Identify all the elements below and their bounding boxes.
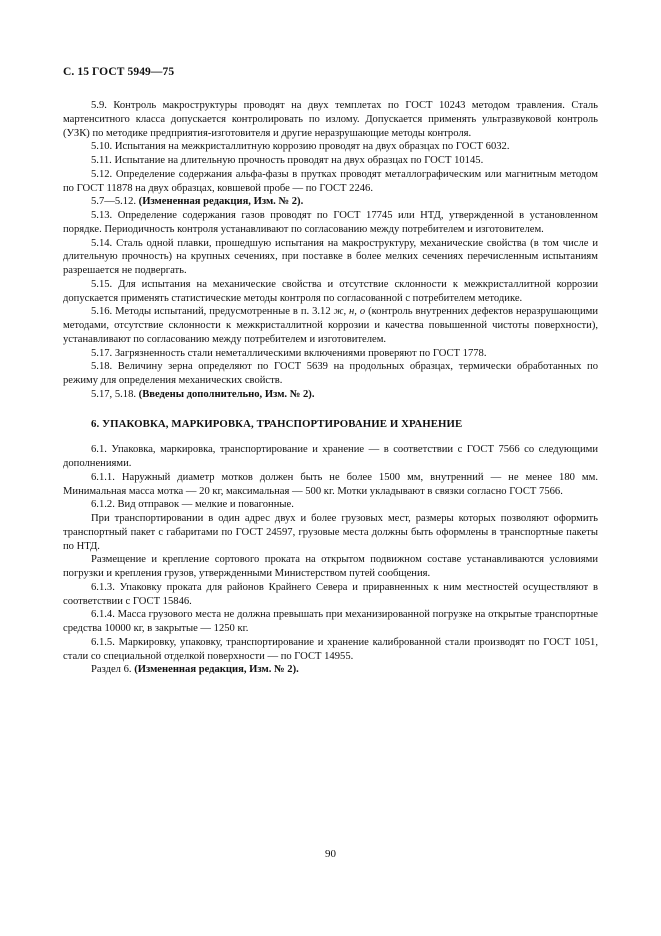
paragraph-6-1: 6.1. Упаковка, маркировка, транспортирование и хранение — в соответствии с ГОСТ 7566 со следующими дополнениями. (63, 444, 598, 469)
body-text (63, 99, 598, 677)
amendment-text: (Измененная редакция, Изм. № 2). (134, 664, 299, 676)
italic-letters: ж, н, о (333, 306, 366, 318)
page-number: 90 (325, 848, 336, 860)
paragraph-5-13: 5.13. Определение содержания газов проводят по ГОСТ 17745 или НТД, утвержденной в установленном порядке. Периодичность контроля устанавливают по согласованию между потребителем и изготовителем. (63, 210, 598, 235)
paragraph-5-9: 5.9. Контроль макроструктуры проводят на двух темплетах по ГОСТ 10243 методом травления. Сталь мартенситного класса допускается контролировать по излому. Допускается применять ультразвуковой контроль (УЗК) по методике предприятия-изготовителя и другие неразрушающие методы контроля. (63, 100, 598, 139)
paragraph-6-1-4: 6.1.4. Масса грузового места не должна превышать при механизированной погрузке на открытые транспортные средства 10000 кг, в закрытые — 1250 кг. (63, 609, 598, 634)
paragraph-5-10: 5.10. Испытания на межкристаллитную коррозию проводят на двух образцах по ГОСТ 6032. (91, 141, 510, 153)
paragraph-5-18: 5.18. Величину зерна определяют по ГОСТ 5639 на продольных образцах, термически обработанных по режиму для определения механических свойств. (63, 361, 598, 386)
paragraph-6-1-5: 6.1.5. Маркировку, упаковку, транспортирование и хранение калиброванной стали производят по ГОСТ 1051, стали со специальной отделкой поверхности — по ГОСТ 14955. (63, 636, 598, 662)
paragraph-6-1-2: 6.1.2. Вид отправок — мелкие и повагонные. (91, 499, 294, 511)
paragraph-text: 5.16. Методы испытаний, предусмотренные в п. 3.12 (91, 306, 334, 318)
amendment-text: (Введены дополнительно, Изм. № 2). (138, 388, 315, 400)
section-heading: 6. УПАКОВКА, МАРКИРОВКА, ТРАНСПОРТИРОВАНИЕ И ХРАНЕНИЕ (91, 417, 463, 430)
amendment-ref: 5.17, 5.18. (91, 388, 139, 400)
amendment-text: (Измененная редакция, Изм. № 2). (138, 196, 304, 208)
paragraph-6-1-3: 6.1.3. Упаковку проката для районов Крайнего Севера и приравненных к ним местностей осуществляют в соответствии с ГОСТ 15846. (63, 581, 598, 607)
paragraph-5-15: 5.15. Для испытания на механические свойства и отсутствие склонности к межкристаллитной коррозии допускается применять статистические методы контроля по согласованной с потребителем методике. (63, 278, 598, 304)
paragraph-text: (контроль внутренних дефектов неразрушающими методами, отсутствие склонности к межкристаллитной коррозии и качества повышенной чистоты поверхности), устанавливают по согласованию между потребителем и изготовителем. (63, 306, 598, 345)
paragraph-rolling-stock: Размещение и крепление сортового проката на открытом подвижном составе устанавливаются условиями погрузки и крепления грузов, утвержденными Министерством путей сообщения. (63, 554, 598, 579)
paragraph-5-12: 5.12. Определение содержания альфа-фазы в прутках проводят металлографическим или магнитным методом по ГОСТ 11878 на двух образцах, ковшевой пробе — по ГОСТ 2246. (63, 168, 598, 194)
paragraph-5-17: 5.17. Загрязненность стали неметаллическими включениями проверяют по ГОСТ 1778. (91, 347, 487, 359)
running-header: С. 15 ГОСТ 5949—75 (63, 66, 175, 78)
paragraph-5-11: 5.11. Испытание на длительную прочность проводят на двух образцах по ГОСТ 10145. (91, 155, 484, 166)
paragraph-transport-packages: При транспортировании в один адрес двух и более грузовых мест, размеры которых позволяют оформить транспортный пакет с габаритами по ГОСТ 24597, грузовые места должны быть оформлены в транспортные пакеты по НТД. (63, 513, 598, 552)
paragraph-5-16 (63, 305, 598, 346)
paragraph-5-14: 5.14. Сталь одной плавки, прошедшую испытания на макроструктуру, механические свойства (в том числе и длительную прочность) на крупных сечениях, при поставке в более мелких сечениях перечисленным испытаниям разрешается не подвергать. (63, 237, 598, 276)
amendment-ref: 5.7—5.12. (91, 196, 139, 208)
amendment-note-section-6 (63, 663, 598, 677)
amendment-note-5-17-5-18 (63, 388, 598, 402)
paragraph-6-1-1: 6.1.1. Наружный диаметр мотков должен быть не более 1500 мм, внутренний — не менее 180 мм. Минимальная масса мотка — 20 кг, максимальная — 500 кг. Мотки укладывают в связки согласно ГОСТ 7566. (63, 471, 598, 497)
amendment-ref: Раздел 6. (91, 664, 135, 676)
amendment-note-5-7-5-12 (63, 195, 598, 209)
